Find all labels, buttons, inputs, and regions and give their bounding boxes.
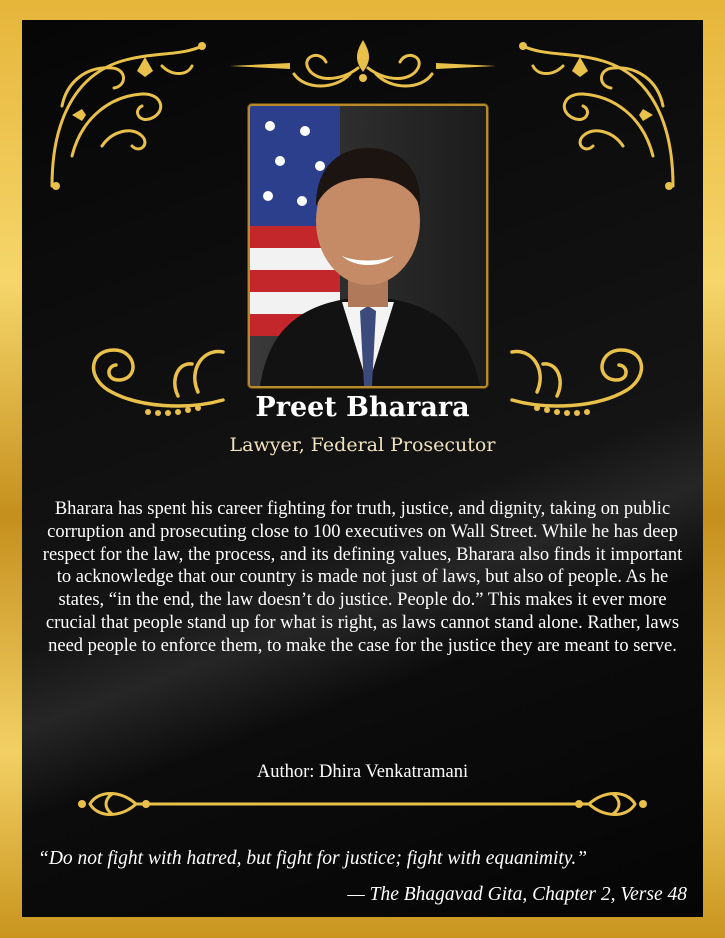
person-name: Preet Bharara (255, 392, 470, 423)
gita-quote: “Do not fight with hatred, but fight for justice; fight with equanimity.” (38, 848, 588, 869)
divider-ornament (76, 786, 649, 822)
top-center-ornament (230, 38, 496, 94)
portrait-illustration (250, 106, 486, 386)
corner-ornament-top-left (42, 36, 212, 196)
corner-ornament-top-right (513, 36, 683, 196)
person-role: Lawyer, Federal Prosecutor (229, 434, 496, 456)
quote-source: — The Bhagavad Gita, Chapter 2, Verse 48 (347, 884, 687, 905)
biography-text: Bharara has spent his career fighting for truth, justice, and dignity, taking on public corruption and prosecuting close to 100 executives on Wall Street. While he has deep respect for the law, the process, and its defining values, Bharara also finds it important to acknowledge that our country is made not just of laws, but also of people. As he states, “in the end, the law doesn’t do justice. People do.” This makes it ever more crucial that people stand up for what is right, as laws cannot stand alone. Rather, laws need people to enforce them, to make the case for the justice they are meant to serve. (42, 499, 683, 656)
author-credit: Author: Dhira Venkatramani (256, 762, 469, 782)
portrait-photo (248, 104, 488, 388)
plaque-panel (22, 20, 703, 917)
